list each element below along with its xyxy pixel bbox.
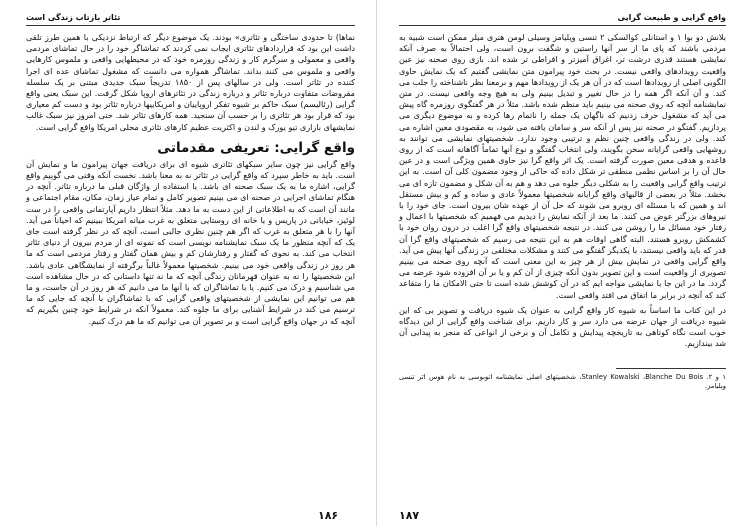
page-number-left: ۱۸۶ [318,509,339,522]
running-head-right: واقع گرایی و طبیعت گرایی [399,12,726,26]
left-paragraph-2: واقع گرایی نیز چون سایر سبکهای تئاتری شیوه ای برای دریافت جهان پیرامون ما و نمایش آن است. باید به خاطر سپرد که واقع گرایی در تئاتر نه به معنا باشد. نخست آنکه وقتی می گوییم واقع گرایی، اشاره ما به یک سبک صحنه ای باشد. یا استفاده از واژگان قبلی ما درباره تئاتر. آنچه در هنگام تماشای اجرایی در صحنه ای می بینیم تصویر کامل و تمام عیار زمان، مکان، مقام اجتماعی و مانند آن است که به اطلاعاتی از این دست به ما دهد. مثلاً انتظار داریم آپارتمانی واقعی را در ست لوئیز، خیابانی در پاریس و یا خانه ای روستایی متعلق به غرب میانه امریکا ببینیم که احیاناً می آید. آنها را با هر متعلق به غرب که اگر هم چنین نظری جالبی است، آنچه که در نظر گرفته است جای یک که آنچه منظور ما یک سبک نمایشنامه نویسی است که نمونه ای از مردم بیرون از دنیای تئاتر انتخاب می کند. به نحوی که گفتار و رفتارشان کم و بیش همان گفتار و رفتار مردمی است که ما هر روز در زندگی واقعی خود می بینیم. شخصیتها معمولاً غالباً برگرفته از نمایشگاهی عادی باشد. این شخصیتها را نه به عنوان قهرمانان زندگی آنچه که ما نه تنها داستانی که در حال مشاهده است می شناسیم و درک می کنیم. یا با تماشاگران که با آنها ما می دانیم که هر روز در آن جاست، و ما هم می توانیم این نمایشی از شخصیتهای واقعی گرایی که با تماشاگران با آنچه که جایی که ما ترسیم می کند در شرایط آشنایی برای ما جلوه کند. معمولاً آنکه در شرایط خود چنین بگیریم که آنچه که در جهان واقع گرایی است و بر تصویر آن می توانیم که ما هم درک کنیم. [26,158,355,326]
right-paragraph-2: در این کتاب ما اساساً به شیوه کار واقع گرایی به عنوان یک شیوه دریافت و تصویر بی که این شیوه دریافت از جهان عرضه می دارد سر و کار داریم. برای شناخت واقع گرایی از این دیدگاه خوب است نگاه کوتاهی به تاریخچه پیدایش و تکامل آن و برخی از انواعی که منجر به پیدایی آن شد بیندازیم. [399,304,726,349]
left-paragraph-1: نماها) تا حدودی ساختگی و تئاتری» بودند. یک موضوع دیگر که ارتباط نزدیکی با همین طرز تلقی داشت این بود که قراردادهای تئاتری ایجاب نمی کردند که تماشاگر خود را در حال تماشای مردمی واقعی و معمولی و سرگرم کار و زندگی روزمره خود که در محیطهایی واقعی و ملموس کارهایی واقعی و ملموس می کنند بداند. تماشاگر همواره می دانست که مشغول تماشای عده ای اجرا کننده در تئاتر است. ولی در سالهای پس از ۱۸۵۰ تدریجاً سبک جدیدی مبتنی بر یک سلسله مفروضات متفاوت درباره تئاتر و درباره زندگی در تئاترهای اروپا شکل گرفت. این سبک یعنی واقع گرایی (رئالیسم) سبک حاکم بر شیوه تفکر اروپاییان و امریکاییها درباره تئاتر بود و دست کم معیاری بود که قرار بود هر تئاتری را بر حسب آن سنجید. همه کارهای تئاتر شد. حتی امروز نیز سبک غالب نمایشهای بازاری تیو یورک و لندن و اکثریت عظیم کارهای تئاتری محلی امریکا واقع گرایی است. [26,32,355,132]
footnote-rule [616,368,726,369]
right-paragraph-1: بلانش دو بوا ۱ و استانلی کوالسکی ۲ تنسی ویلیامز وسیلی لومن هنری میلر ممکن است شبیه به مردمی باشند که پای ما از سر آنها راستین و شگفت برون است، ولی احتمالاً به صرف آنکه نمایشی هستند قدری درشت تر، اغراق آمیزتر و افراطی تر شده اند. بازی روی صحنه نیز عین واقعیت رویدادهای واقعی نیست. در بحث خود پیرامون متن نمایشی گفتیم که یک نمایش حاوی الگویی اصلی از رویدادها است که در آن هر یک از رویدادها مهم و برمعنا نظر ناشناخته را جلب می کند. و آن آنکه اگر همه را در حال تغییر و تبدیل بینیم ولی به هیچ وجه واقعی نیست. در متن نمایشنامه آنچه که روی صحنه می بینیم باید منظم شده باشد. مثلاً در هر گفتگوی روزمره گاه پیش می آید که مشغول حرف زدنیم که ناگهان یک جمله را ناتمام رها کرده و به موضوع دیگری می پردازیم. گفتگو در صحنه نیز پس از آنکه سر و سامان یافته می شود، به مقصودی معین اشاره می کند. ولی در زندگی واقعی چنین نظم و ترتیبی وجود ندارد. شخصیتهای نمایشی می توانند به روشهایی واقعی گرایانه سخن بگویند، ولی انتخاب گفتگو و نوع آنها تماماً آگاهانه است که از روی قاعده و هدفی معین صورت گرفته است. یک اثر واقع گرا نیز حاوی همین ویژگی است و در عین حال آن را بر اساس نظمی منطقی تر شکل داده که حاکی از وجود مضمون کلی آن است. به این ترتیب واقع گرایی واقعیت را به شکلی دیگر جلوه می دهد و هم به آن شکل و مضمون تازه ای می بخشد. مثلاً در بعضی از قالبهای واقع گرایانه شخصیتها معمولاً عادی و ساده و کم و بیش مستقل اند و همین که با مسئله ای روبرو می شوند که حل آن از عهده شان بیرون است. جای خود را با نیروهای بزرگتر عوض می کنند. ما بعد از آنکه نمایش را دیدیم می فهمیم که شخصیتها با اعمال و رفتار خود مسائل ما را روشن می کنند. در نتیجه شخصیتهای واقع گرا اغلب در درون روان خود با کشمکش روبرو هستند. البته گاهی اوقات هم به این نتیجه می رسیم که شخصیتهای واقع گرا آن قدر که باید واقعی نیستند، با یکدیگر گفتگو می کنند و مشکلات مختلفی در زندگی آنها پیش می آید. واقع گرایی واقعی در نمایش بیش از هر چیز به این معنی است که آنچه روی صحنه می بینیم تصویری از واقعیت است و این تصویر بدون آنکه چیزی از آن کم و یا بر آن افزوده شود عرضه می گردد. ما در این جا با نمایشی مواجه ایم که در آن کوشش شده است تا حتی الامکان ما را متقاعد کند که آنچه در برابر ما اتفاق می افتد واقعی است. [399,32,726,300]
right-page [377,0,754,526]
footnote: ۱ و ۲. Stanley Kowalski ،Blanche Du Bois، شخصیتهای اصلی نمایشنامه اتوبوسی به نام هوس اثر تنسی ویلیامز. [399,372,726,391]
running-head-left: تئاتر بازتاب زندگی است [26,12,355,26]
page-number-right: ۱۸۷ [399,509,420,522]
section-title: واقع گرایی: تعریفی مقدماتی [157,139,355,156]
